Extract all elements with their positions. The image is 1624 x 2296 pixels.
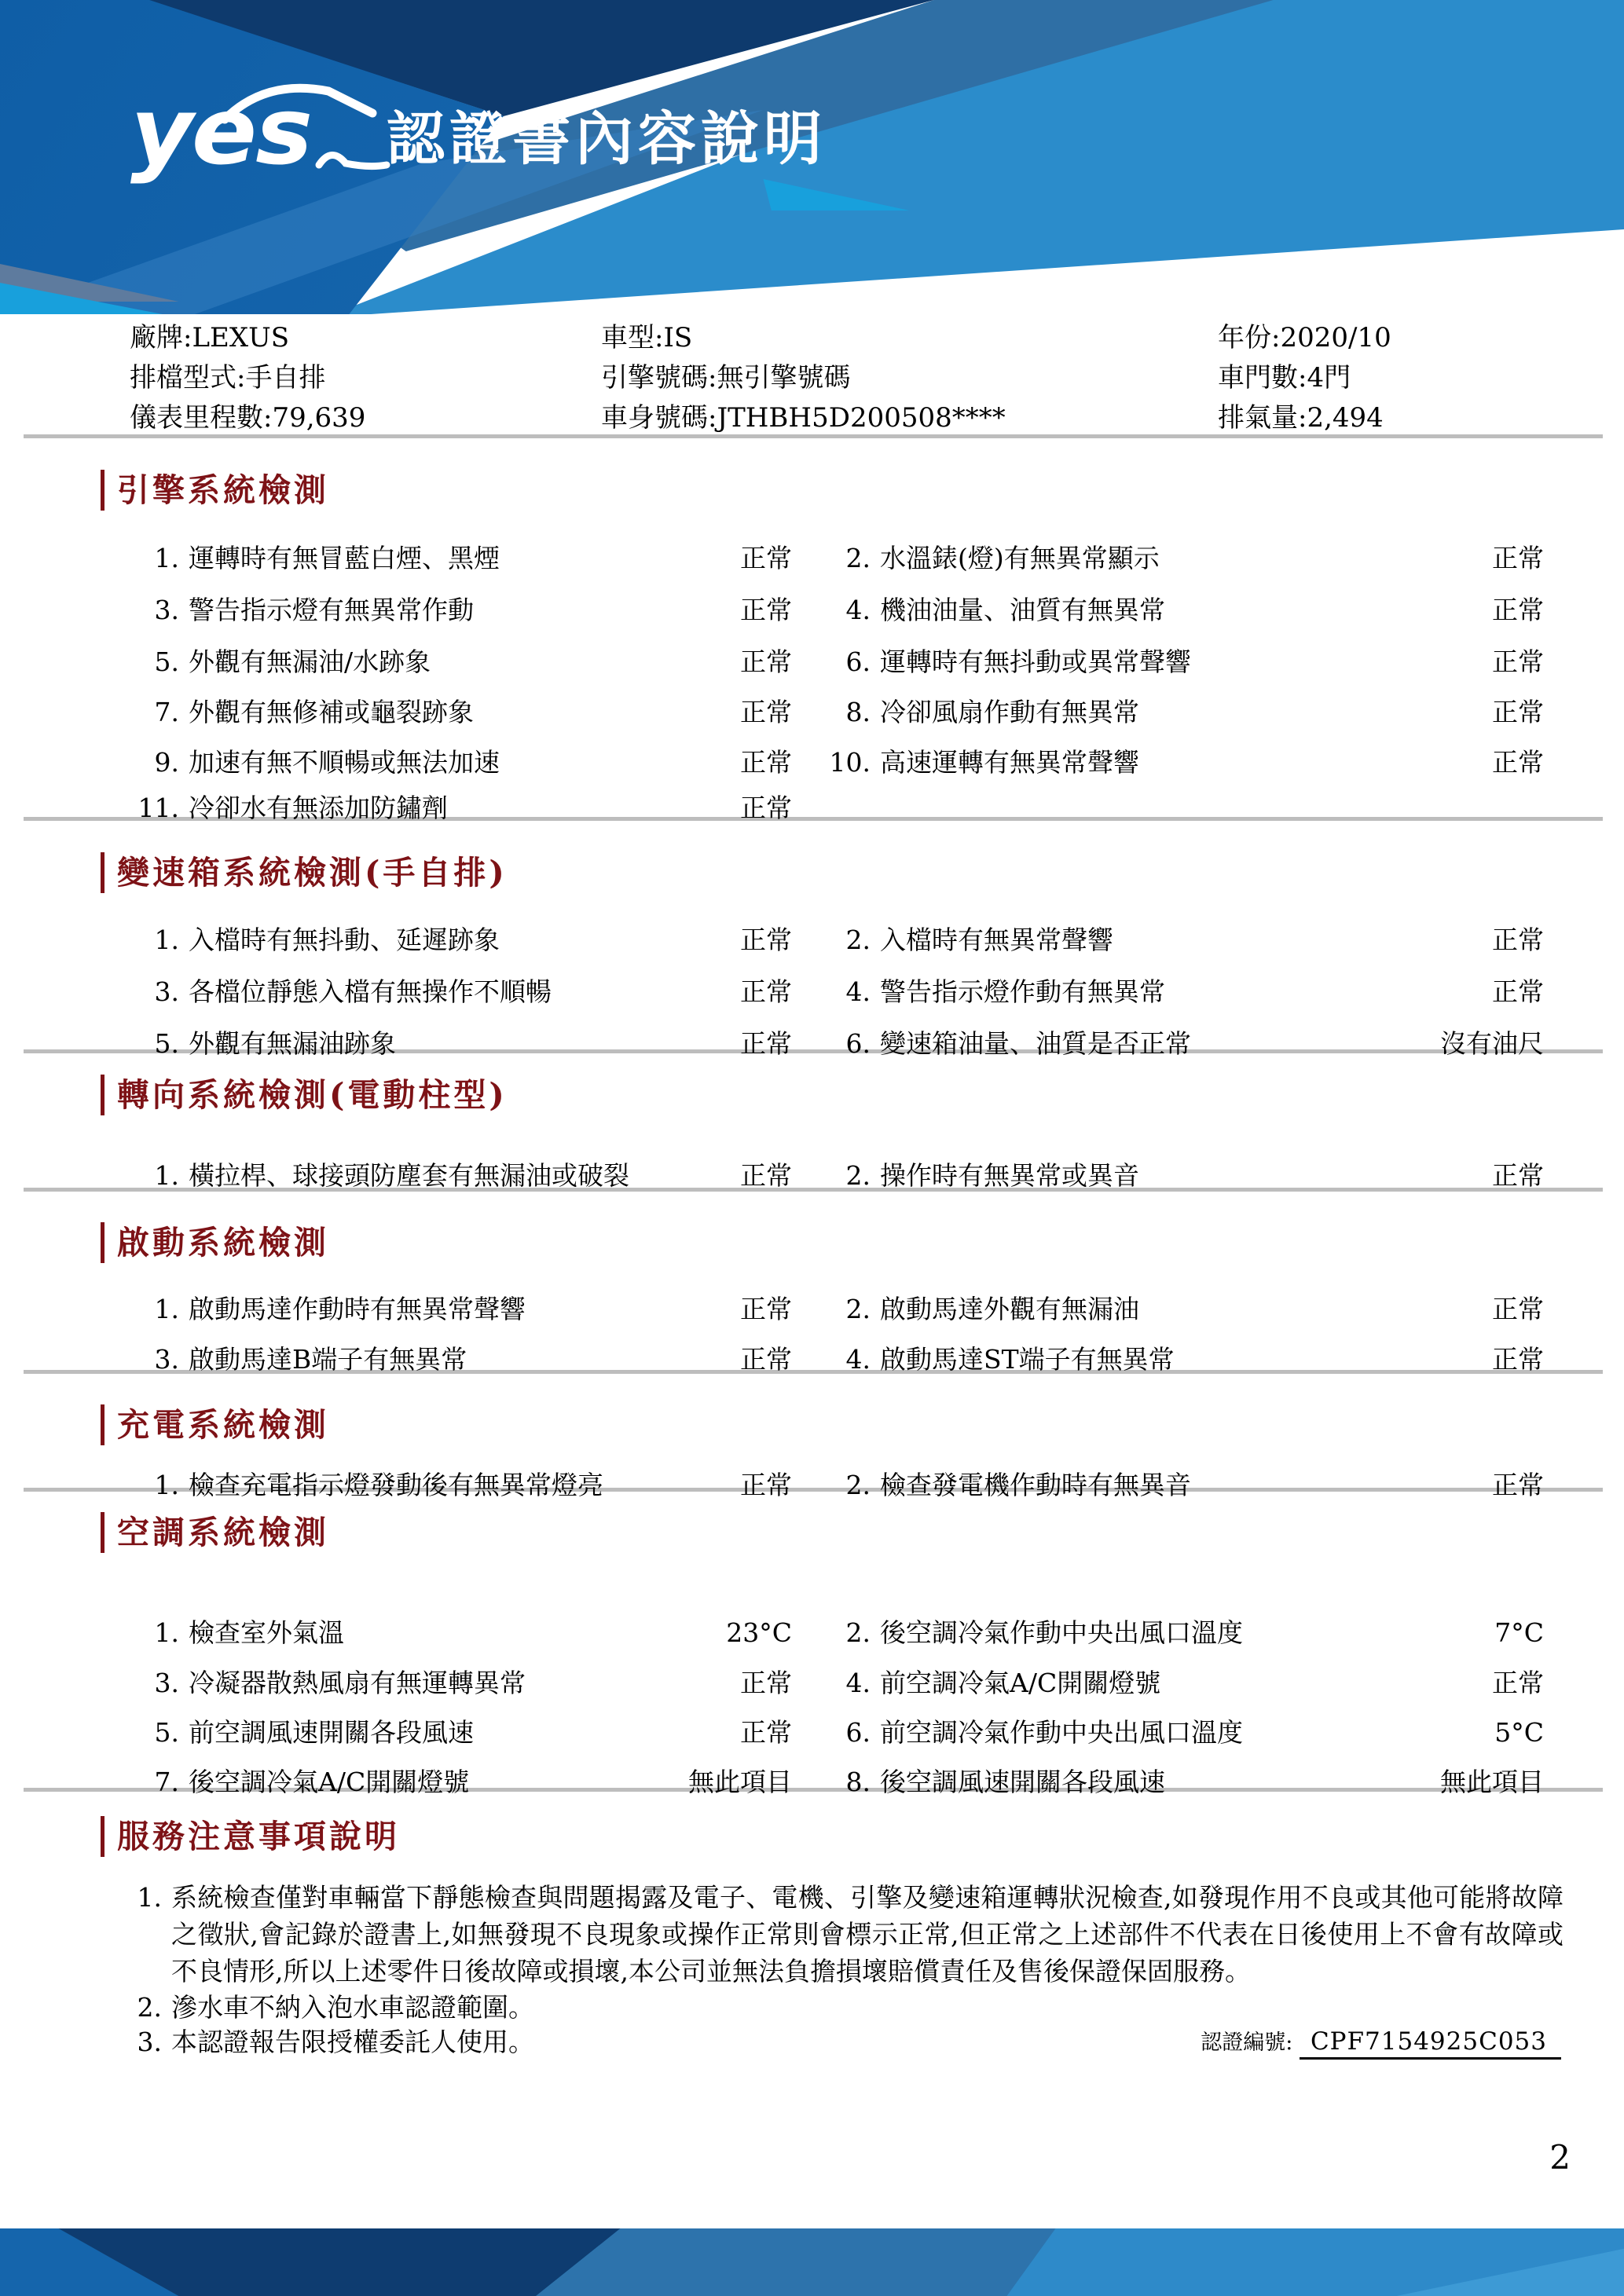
- item-status: 正常: [740, 1028, 792, 1059]
- item-label: 警告指示燈作動有無異常: [880, 976, 1165, 1007]
- item-number: 4.: [845, 976, 871, 1007]
- item-label: 操作時有無異常或異音: [880, 1160, 1139, 1191]
- item-label: 水溫錶(燈)有無異常顯示: [880, 543, 1160, 573]
- info-value: 2,494: [1307, 402, 1384, 434]
- item-status: 正常: [1492, 1668, 1544, 1698]
- item-status: 正常: [740, 1717, 792, 1748]
- info-label: 車身號碼:: [601, 402, 717, 434]
- vehicle-info: [130, 316, 1567, 436]
- section-title: 充電系統檢測: [101, 1404, 329, 1445]
- item-status: 正常: [740, 976, 792, 1007]
- info-field: [130, 396, 601, 436]
- check-item-row: [101, 922, 1544, 961]
- notes-title: 服務注意事項說明: [101, 1816, 400, 1857]
- item-status: 正常: [740, 595, 792, 625]
- cert-line: [1201, 2025, 1561, 2056]
- info-field: [601, 356, 1218, 396]
- note-text: 滲水車不納入泡水車認證範圍。: [171, 1992, 534, 2023]
- info-label: 年份:: [1218, 322, 1281, 353]
- section-title: 空調系統檢測: [101, 1512, 329, 1553]
- item-label: 外觀有無漏油/水跡象: [189, 646, 431, 677]
- item-label: [874, 790, 1345, 829]
- item-number: 2.: [845, 925, 871, 955]
- item-status: 正常: [1492, 1160, 1544, 1191]
- item-status: [1345, 790, 1544, 829]
- item-status: 沒有油尺: [1440, 1028, 1544, 1059]
- item-label: 後空調風速開關各段風速: [880, 1767, 1165, 1797]
- item-number: 8.: [845, 1767, 871, 1797]
- item-number: 5.: [154, 646, 179, 677]
- item-status: 正常: [740, 1344, 792, 1375]
- item-status: 正常: [740, 1294, 792, 1324]
- item-number: 6.: [845, 646, 871, 677]
- check-item-row: [101, 694, 1544, 734]
- item-status: 無此項目: [688, 1767, 792, 1797]
- item-status: 正常: [1492, 1470, 1544, 1500]
- item-label: 啟動馬達外觀有無漏油: [880, 1294, 1139, 1324]
- item-number: 6.: [845, 1717, 871, 1748]
- info-value: LEXUS: [192, 322, 290, 353]
- check-item-row: [101, 974, 1544, 1013]
- info-value: IS: [663, 322, 693, 353]
- info-value: 無引擎號碼: [717, 362, 851, 394]
- check-item-row: [101, 1467, 1544, 1507]
- item-status: 正常: [740, 1470, 792, 1500]
- item-number: 6.: [845, 1028, 871, 1059]
- info-label: 排氣量:: [1218, 402, 1307, 434]
- item-number: 10.: [829, 747, 871, 778]
- item-number: 3.: [154, 595, 179, 625]
- note-number: 3.: [137, 2027, 162, 2057]
- item-status: 正常: [1492, 976, 1544, 1007]
- item-number: 2.: [845, 1294, 871, 1324]
- check-item-row: [101, 790, 1544, 829]
- check-item-row: [101, 540, 1544, 580]
- item-number: 5.: [154, 1028, 179, 1059]
- item-label: 外觀有無漏油跡象: [189, 1028, 396, 1059]
- item-number: 2.: [845, 1617, 871, 1648]
- section-divider: [24, 434, 1603, 438]
- info-value: 2020/10: [1280, 322, 1391, 353]
- item-status: 正常: [740, 925, 792, 955]
- note-item: [101, 1989, 1564, 2026]
- item-status: 正常: [1492, 925, 1544, 955]
- item-label: 變速箱油量、油質是否正常: [880, 1028, 1191, 1059]
- note-number: 1.: [137, 1882, 162, 1913]
- item-label: 後空調冷氣作動中央出風口溫度: [880, 1617, 1243, 1648]
- note-item: [101, 1879, 1564, 1990]
- item-label: 前空調冷氣A/C開關燈號: [880, 1668, 1161, 1698]
- item-status: 正常: [740, 1668, 792, 1698]
- item-status: 正常: [740, 697, 792, 727]
- item-number: 11.: [137, 793, 179, 823]
- item-label: 機油油量、油質有無異常: [880, 595, 1165, 625]
- info-field: [601, 316, 1218, 356]
- item-number: 1.: [154, 1470, 179, 1500]
- check-item-row: [101, 1342, 1544, 1381]
- item-label: 啟動馬達B端子有無異常: [189, 1344, 467, 1375]
- info-value: 4門: [1307, 362, 1351, 394]
- item-status: 正常: [740, 747, 792, 778]
- yes-logo-text: yes: [130, 77, 312, 185]
- item-status: 5°C: [1494, 1717, 1544, 1748]
- item-number: 5.: [154, 1717, 179, 1748]
- note-text: 本認證報告限授權委託人使用。: [171, 2027, 534, 2057]
- item-status: 正常: [1492, 697, 1544, 727]
- item-number: 7.: [154, 697, 179, 727]
- item-label: 入檔時有無異常聲響: [880, 925, 1113, 955]
- info-field: [601, 396, 1218, 436]
- item-number: 1.: [154, 1294, 179, 1324]
- item-status: 正常: [1492, 1344, 1544, 1375]
- item-number: 2.: [845, 1160, 871, 1191]
- item-status: 無此項目: [1440, 1767, 1544, 1797]
- footer-band: [0, 2228, 1624, 2296]
- item-label: 檢查發電機作動時有無異音: [880, 1470, 1191, 1500]
- yes-logo: [126, 75, 385, 193]
- item-label: 橫拉桿、球接頭防塵套有無漏油或破裂: [189, 1160, 629, 1191]
- page-title: 認證書內容說明: [387, 106, 827, 171]
- item-number: 1.: [154, 1160, 179, 1191]
- item-number: 1.: [154, 1617, 179, 1648]
- item-label: 檢查室外氣溫: [189, 1617, 344, 1648]
- cert-label: 認證編號:: [1201, 2031, 1293, 2055]
- item-number: 3.: [154, 1668, 179, 1698]
- item-label: 冷卻風扇作動有無異常: [880, 697, 1139, 727]
- item-label: 冷卻水有無添加防鏽劑: [189, 793, 448, 823]
- item-number: 3.: [154, 1344, 179, 1375]
- item-label: 各檔位靜態入檔有無操作不順暢: [189, 976, 552, 1007]
- item-status: 正常: [740, 543, 792, 573]
- info-label: 車門數:: [1218, 362, 1307, 394]
- info-label: 引擎號碼:: [601, 362, 717, 394]
- item-number: 4.: [845, 1668, 871, 1698]
- item-label: 警告指示燈有無異常作動: [189, 595, 474, 625]
- info-field: [130, 356, 601, 396]
- section-title: 引擎系統檢測: [101, 470, 329, 511]
- item-number: 9.: [154, 747, 179, 778]
- item-number: 1.: [154, 925, 179, 955]
- info-label: 車型:: [601, 322, 664, 353]
- item-label: 啟動馬達ST端子有無異常: [880, 1344, 1175, 1375]
- check-item-row: [101, 1291, 1544, 1331]
- check-item-row: [101, 644, 1544, 683]
- item-status: 正常: [1492, 646, 1544, 677]
- check-item-row: [101, 1026, 1544, 1065]
- item-number: 4.: [845, 1344, 871, 1375]
- page-number: 2: [1549, 2138, 1571, 2177]
- item-number: 2.: [845, 1470, 871, 1500]
- item-label: 高速運轉有無異常聲響: [880, 747, 1139, 778]
- info-field: [1218, 356, 1567, 396]
- item-status: 正常: [1492, 1294, 1544, 1324]
- cert-number: CPF7154925C053: [1300, 2027, 1561, 2060]
- item-label: 運轉時有無抖動或異常聲響: [880, 646, 1191, 677]
- info-label: 排檔型式:: [130, 362, 246, 394]
- check-item-row: [101, 1764, 1544, 1803]
- item-number: 2.: [845, 543, 871, 573]
- header-banner: [0, 0, 1624, 314]
- item-status: 23°C: [726, 1617, 792, 1648]
- item-label: 前空調風速開關各段風速: [189, 1717, 474, 1748]
- item-number: 3.: [154, 976, 179, 1007]
- car-outline-icon: [218, 64, 399, 182]
- check-item-row: [101, 1158, 1544, 1197]
- note-text: 系統檢查僅對車輛當下靜態檢查與問題揭露及電子、電機、引擎及變速箱運轉狀況檢查,如發現作用不良或其他可能將故障之徵狀,會記錄於證書上,如無發現不良現象或操作正常則會標示正常,但正常之上述部件不代表在日後使用上不會有故障或不良情形,所以上述零件日後故障或損壞,本公司並無法負擔損壞賠償責任及售後保證保固服務。: [171, 1882, 1564, 1987]
- item-status: 正常: [1492, 747, 1544, 778]
- item-status: 正常: [1492, 543, 1544, 573]
- item-number: [792, 790, 874, 829]
- check-item-row: [101, 745, 1544, 784]
- info-value: JTHBH5D200508****: [717, 402, 1006, 434]
- item-label: 外觀有無修補或龜裂跡象: [189, 697, 474, 727]
- info-value: 79,639: [272, 402, 366, 434]
- item-status: 正常: [740, 793, 792, 823]
- item-number: 1.: [154, 543, 179, 573]
- info-field: [1218, 396, 1567, 436]
- info-field: [1218, 316, 1567, 356]
- item-number: 8.: [845, 697, 871, 727]
- section-title: 轉向系統檢測(電動柱型): [101, 1075, 508, 1115]
- info-label: 儀表里程數:: [130, 402, 273, 434]
- info-value: 手自排: [245, 362, 326, 394]
- item-label: 後空調冷氣A/C開關燈號: [189, 1767, 470, 1797]
- item-status: 7°C: [1494, 1617, 1544, 1648]
- check-item-row: [101, 592, 1544, 632]
- item-number: 7.: [154, 1767, 179, 1797]
- section-title: 啟動系統檢測: [101, 1222, 329, 1263]
- info-field: [130, 316, 601, 356]
- item-label: 冷凝器散熱風扇有無運轉異常: [189, 1668, 526, 1698]
- note-number: 2.: [137, 1992, 162, 2023]
- info-label: 廠牌:: [130, 322, 192, 353]
- item-label: 運轉時有無冒藍白煙、黑煙: [189, 543, 500, 573]
- item-label: 檢查充電指示燈發動後有無異常燈亮: [189, 1470, 603, 1500]
- item-label: 前空調冷氣作動中央出風口溫度: [880, 1717, 1243, 1748]
- section-title: 變速箱系統檢測(手自排): [101, 852, 508, 893]
- check-item-row: [101, 1615, 1544, 1654]
- item-status: 正常: [1492, 595, 1544, 625]
- check-item-row: [101, 1715, 1544, 1754]
- item-status: 正常: [740, 1160, 792, 1191]
- check-item-row: [101, 1665, 1544, 1705]
- item-label: 入檔時有無抖動、延遲跡象: [189, 925, 500, 955]
- item-status: 正常: [740, 646, 792, 677]
- item-label: 啟動馬達作動時有無異常聲響: [189, 1294, 526, 1324]
- item-number: 4.: [845, 595, 871, 625]
- item-label: 加速有無不順暢或無法加速: [189, 747, 500, 778]
